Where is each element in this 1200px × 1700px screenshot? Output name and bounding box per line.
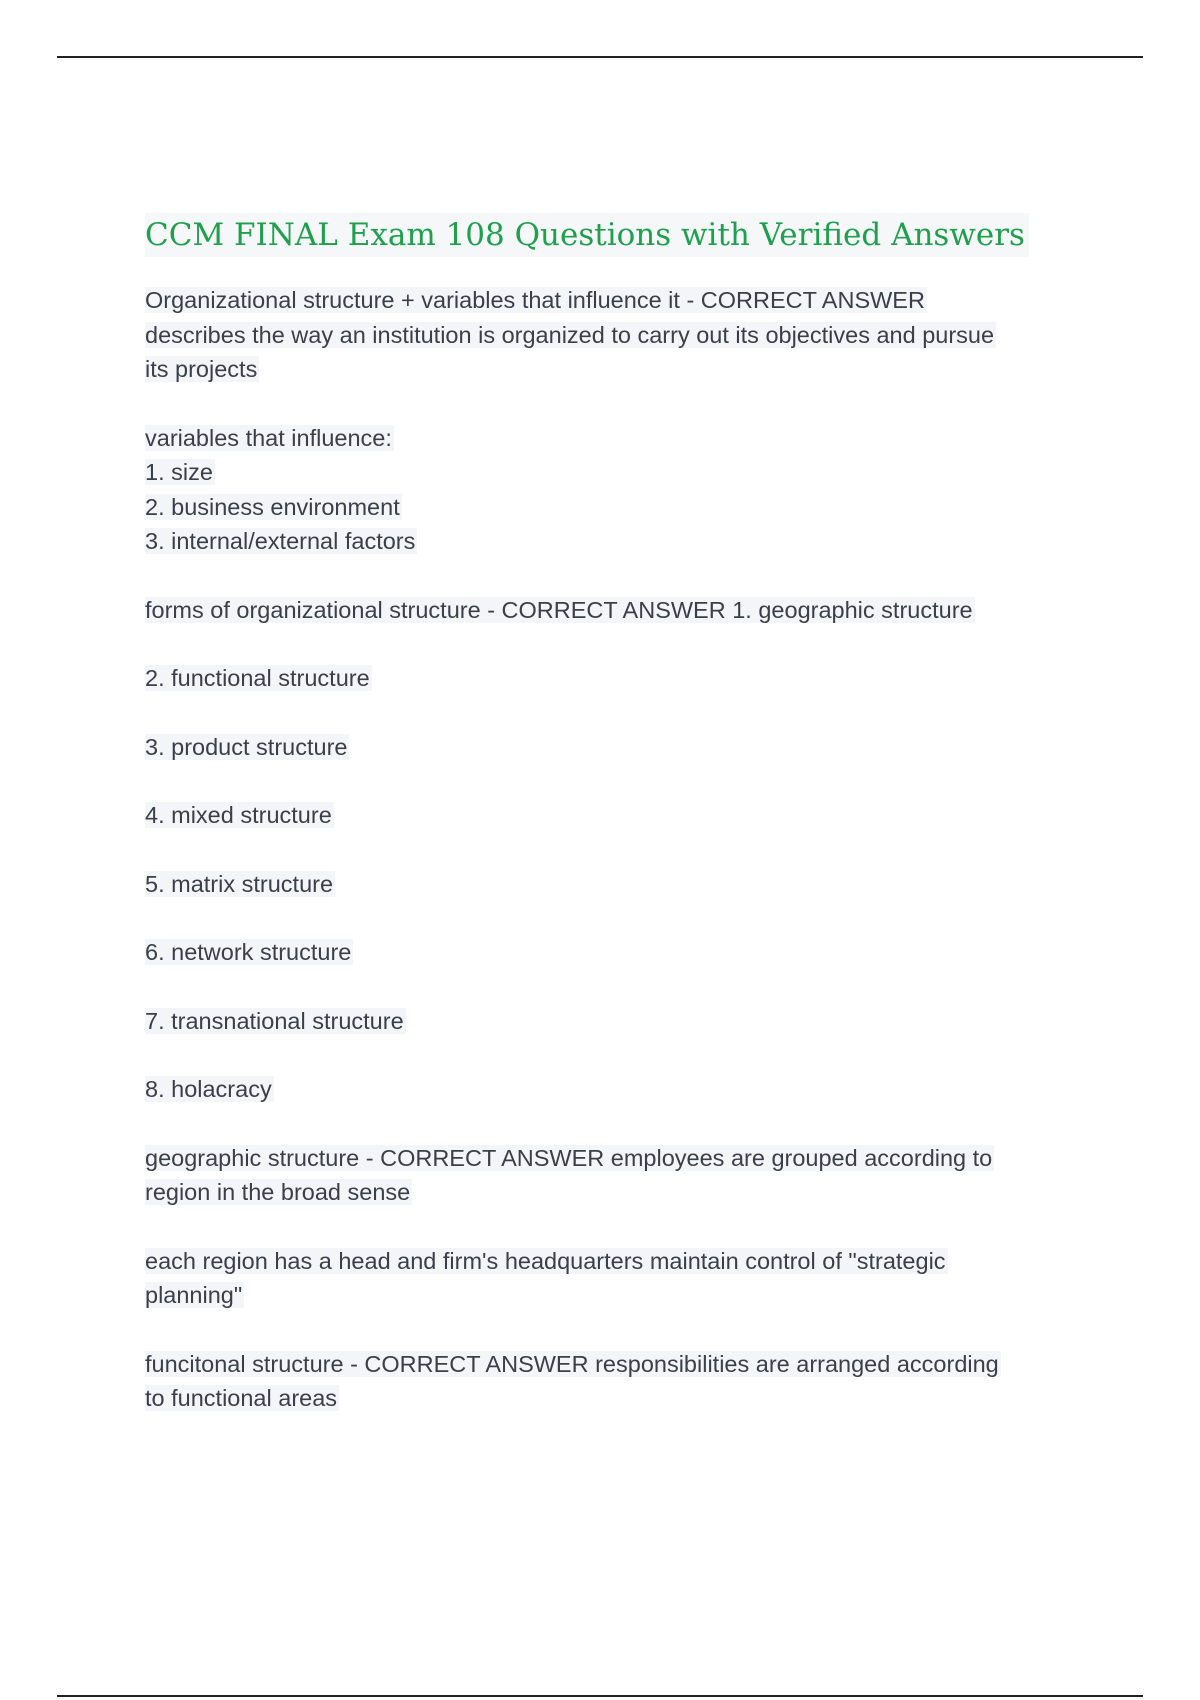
structure-item: 2. functional structure — [145, 665, 370, 691]
question-3-extra-line-1: each region has a head and firm's headquarters maintain control of "strategic — [145, 1247, 946, 1274]
footer-rule — [57, 1695, 1143, 1697]
question-3-line-2: region in the broad sense — [145, 1179, 411, 1205]
variables-heading: variables that influence: — [145, 424, 392, 451]
structure-item: 7. transnational structure — [145, 1007, 404, 1034]
question-1 — [145, 283, 1095, 387]
structure-item: 4. mixed structure — [145, 802, 332, 828]
variable-item: 1. size — [145, 459, 213, 485]
structure-item: 8. holacracy — [145, 1076, 272, 1102]
document-body — [145, 213, 1095, 1416]
question-1-line-1: Organizational structure + variables that influence it - CORRECT ANSWER — [145, 287, 925, 313]
question-1-line-3: its projects — [145, 356, 258, 382]
question-4 — [145, 1347, 1095, 1416]
question-4-line-1: funcitonal structure - CORRECT ANSWER responsibilities are arranged according — [145, 1350, 999, 1377]
question-3-extra-line-2: planning" — [145, 1282, 243, 1308]
structure-item: 5. matrix structure — [145, 870, 334, 897]
variable-item: 2. business environment — [145, 493, 400, 520]
structure-item: 3. product structure — [145, 733, 348, 760]
header-rule — [57, 56, 1143, 58]
question-3 — [145, 1141, 1095, 1210]
question-2-line-1: forms of organizational structure - CORRECT ANSWER 1. geographic structure — [145, 596, 973, 623]
structure-item: 6. network structure — [145, 939, 352, 965]
question-3-line-1: geographic structure - CORRECT ANSWER employees are grouped according to — [145, 1144, 993, 1171]
question-2 — [145, 593, 1095, 628]
question-3-extra — [145, 1244, 1095, 1313]
question-1-line-2: describes the way an institution is organized to carry out its objectives and pursue — [145, 321, 995, 348]
variables-list — [145, 421, 1095, 559]
question-4-line-2: to functional areas — [145, 1385, 338, 1411]
variable-item: 3. internal/external factors — [145, 528, 416, 554]
document-title: CCM FINAL Exam 108 Questions with Verified Answers — [145, 213, 1029, 257]
